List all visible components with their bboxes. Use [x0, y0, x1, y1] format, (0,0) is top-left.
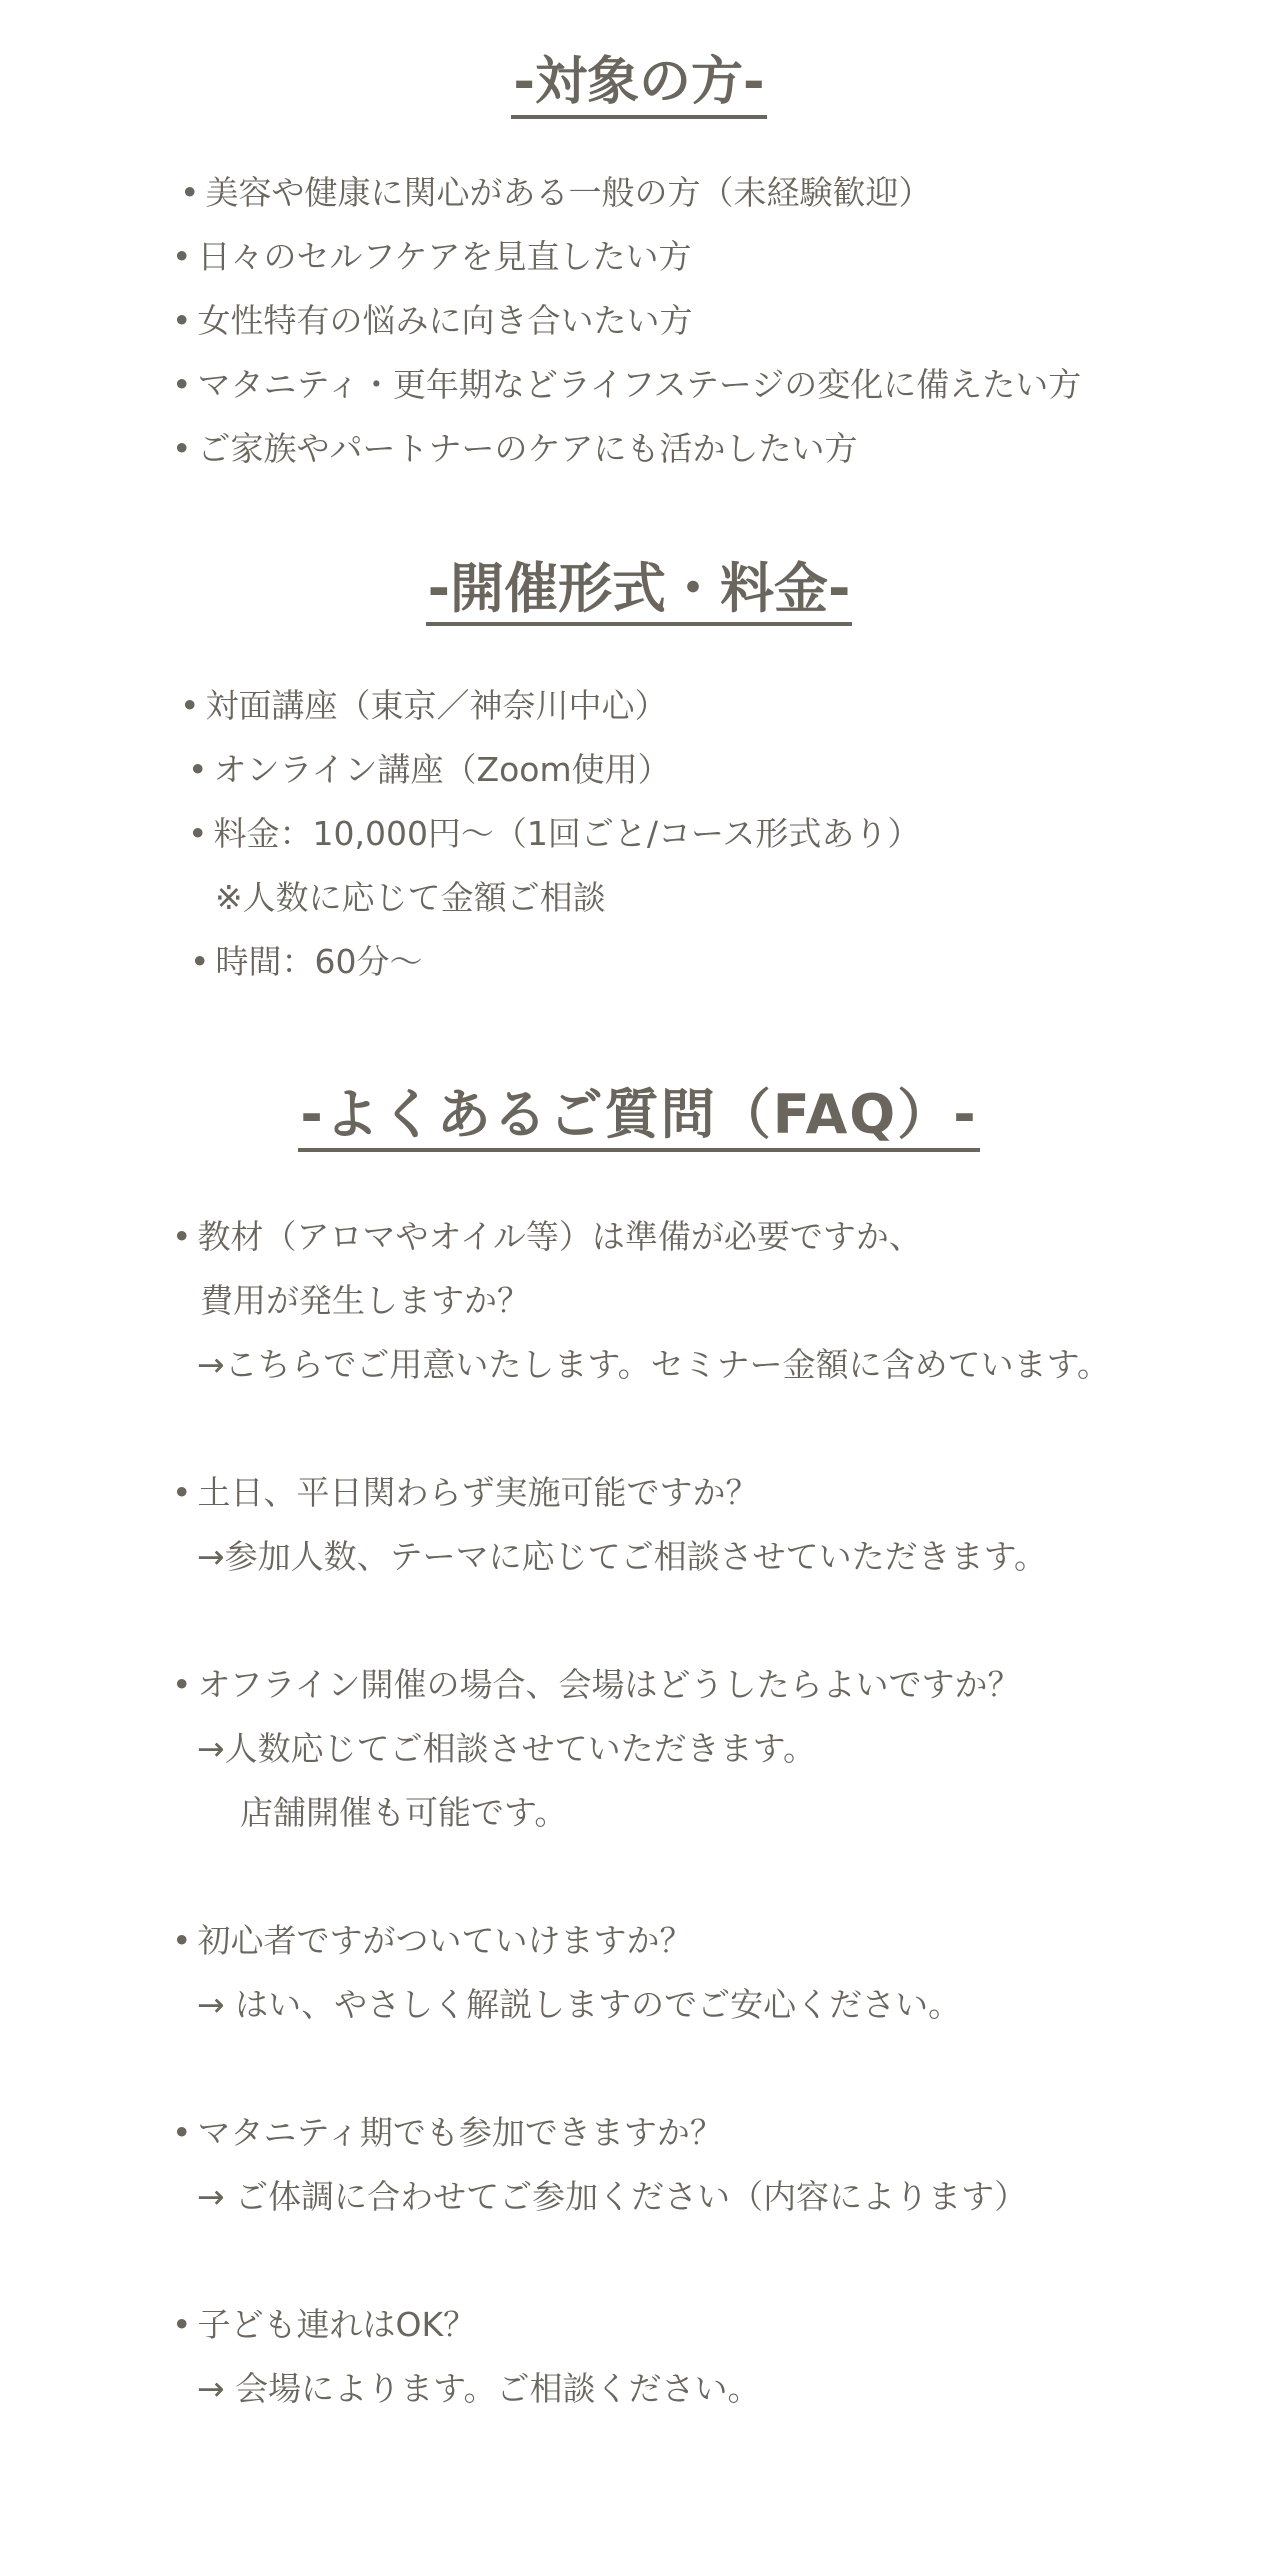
- format-item-text: オンライン講座（Zoom使用）: [213, 750, 671, 789]
- faq-answer-cont: 店舗開催も可能です。: [240, 1793, 568, 1832]
- bullet: •: [172, 301, 192, 340]
- bullet: •: [188, 750, 208, 789]
- format-item-text: 対面講座（東京／神奈川中心）: [205, 686, 668, 725]
- faq-answer: → 会場によります。ご相談ください。: [197, 2369, 761, 2408]
- faq-question: [172, 1473, 758, 1513]
- bullet: •: [172, 1921, 192, 1960]
- target-item: [172, 365, 1081, 405]
- bullet: •: [172, 429, 192, 468]
- faq-question: [172, 1217, 922, 1257]
- faq-heading: -よくあるご質問（FAQ）-: [0, 1083, 1278, 1152]
- format-item-text: 時間：60分〜: [215, 942, 423, 981]
- bullet: •: [188, 814, 208, 853]
- bullet: •: [172, 1665, 192, 1704]
- bullet: •: [172, 2305, 192, 2344]
- target-item-text: 女性特有の悩みに向き合いたい方: [197, 301, 693, 340]
- target-item: [180, 173, 931, 213]
- faq-question-text: 教材（アロマやオイル等）は準備が必要ですか、: [197, 1217, 922, 1256]
- faq-question-text: 初心者ですがついていけますか？: [197, 1921, 693, 1960]
- target-heading: -対象の方-: [0, 52, 1278, 119]
- bullet: •: [172, 365, 192, 404]
- bullet: •: [180, 686, 200, 725]
- format-item-text: 料金：10,000円〜（1回ごと/コース形式あり）: [213, 814, 921, 853]
- format-item: [180, 686, 667, 726]
- bullet: •: [190, 942, 210, 981]
- bullet: •: [172, 237, 192, 276]
- faq-question: [172, 1665, 1021, 1705]
- bullet: •: [172, 1217, 192, 1256]
- bullet: •: [180, 173, 200, 212]
- faq-answer: → ご体調に合わせてご参加ください（内容によります）: [197, 2177, 1028, 2216]
- target-item-text: ご家族やパートナーのケアにも活かしたい方: [197, 429, 858, 468]
- bullet: •: [172, 2113, 192, 2152]
- faq-answer: → はい、やさしく解説しますのでご安心ください。: [197, 1985, 962, 2024]
- target-item-text: マタニティ・更年期などライフステージの変化に備えたい方: [197, 365, 1082, 404]
- faq-answer: →こちらでご用意いたします。セミナー金額に含めています。: [197, 1345, 1111, 1384]
- faq-answer: →参加人数、テーマに応じてご相談させていただきます。: [197, 1537, 1048, 1576]
- faq-question-cont: 費用が発生しますか？: [200, 1281, 530, 1320]
- format-note: ※人数に応じて金額ご相談: [215, 878, 606, 917]
- target-item: [172, 429, 857, 469]
- faq-question-text: マタニティ期でも参加できますか？: [197, 2113, 723, 2152]
- format-heading: -開催形式・料金-: [0, 557, 1278, 626]
- faq-question-text: オフライン開催の場合、会場はどうしたらよいですか？: [197, 1665, 1021, 1704]
- faq-question: [172, 2113, 723, 2153]
- target-item: [172, 237, 691, 277]
- faq-answer: →人数応じてご相談させていただきます。: [197, 1729, 817, 1768]
- target-item: [172, 301, 692, 341]
- bullet: •: [172, 1473, 192, 1512]
- format-item: [190, 942, 422, 982]
- faq-question: [172, 2305, 476, 2345]
- format-item: [188, 814, 920, 854]
- faq-question: [172, 1921, 692, 1961]
- faq-question-text: 子ども連れはOK？: [197, 2305, 477, 2344]
- format-item: [188, 750, 671, 790]
- faq-question-text: 土日、平日関わらず実施可能ですか？: [197, 1473, 759, 1512]
- target-item-text: 日々のセルフケアを見直したい方: [197, 237, 692, 276]
- target-item-text: 美容や健康に関心がある一般の方（未経験歓迎）: [205, 173, 932, 212]
